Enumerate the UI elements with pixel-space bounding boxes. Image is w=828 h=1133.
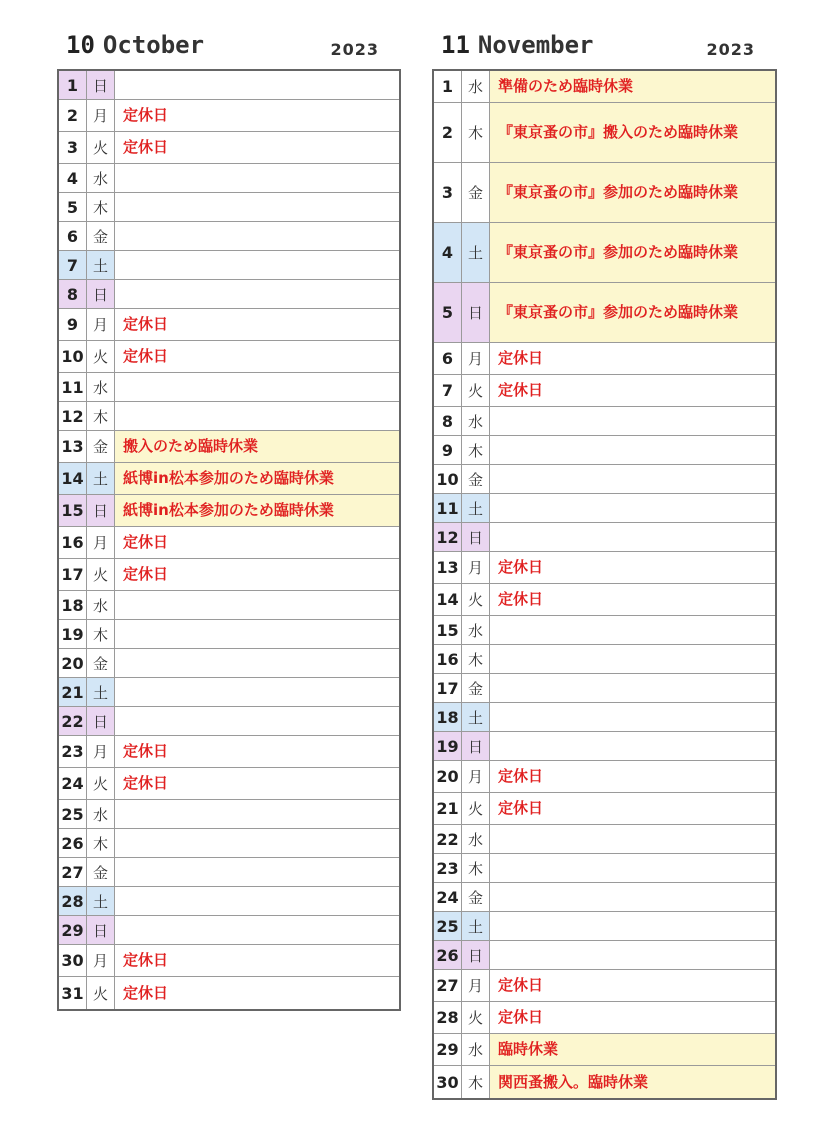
calendar-row <box>434 1002 775 1034</box>
weekday-label: 日 <box>87 495 115 526</box>
year-label: 2023 <box>706 40 755 59</box>
day-number: 9 <box>434 436 462 464</box>
month-name: November <box>477 31 594 59</box>
month-header <box>432 30 773 70</box>
day-note <box>115 649 399 677</box>
calendar-row <box>434 703 775 732</box>
day-note <box>115 858 399 886</box>
calendar-row <box>434 375 775 407</box>
day-number: 18 <box>59 591 87 619</box>
calendar-row <box>434 71 775 103</box>
day-note: 定休日 <box>498 349 544 367</box>
weekday-label: 火 <box>462 793 490 824</box>
weekday-label: 金 <box>87 222 115 250</box>
calendar-row <box>59 800 399 829</box>
calendar-row <box>434 1034 775 1066</box>
calendar-row <box>434 523 775 552</box>
day-note: 『東京蚤の市』参加のため臨時休業 <box>490 163 775 222</box>
weekday-label: 火 <box>87 977 115 1009</box>
calendar-row <box>59 251 399 280</box>
day-number: 30 <box>434 1066 462 1098</box>
day-note: 関西蚤搬入。臨時休業 <box>490 1066 775 1098</box>
day-number: 12 <box>59 402 87 430</box>
day-note <box>490 941 775 969</box>
day-number: 21 <box>59 678 87 706</box>
weekday-label: 日 <box>462 941 490 969</box>
day-number: 4 <box>59 164 87 192</box>
day-note <box>115 164 399 192</box>
day-note <box>115 193 399 221</box>
calendar-row <box>59 402 399 431</box>
day-number: 21 <box>434 793 462 824</box>
calendar-row <box>59 945 399 977</box>
day-note <box>490 912 775 940</box>
day-note <box>490 436 775 464</box>
weekday-label: 土 <box>87 887 115 915</box>
calendar-row <box>59 591 399 620</box>
calendar-row <box>59 527 399 559</box>
calendar-row <box>59 829 399 858</box>
day-note <box>115 591 399 619</box>
day-number: 8 <box>59 280 87 308</box>
calendar-row <box>59 858 399 887</box>
day-note <box>490 825 775 853</box>
weekday-label: 木 <box>87 402 115 430</box>
weekday-label: 月 <box>87 100 115 131</box>
day-number: 23 <box>434 854 462 882</box>
month-number: 10 <box>66 31 95 59</box>
day-number: 10 <box>434 465 462 493</box>
day-note <box>490 465 775 493</box>
calendar-row <box>59 280 399 309</box>
weekday-label: 土 <box>462 912 490 940</box>
calendar-row <box>59 373 399 402</box>
calendar-row <box>434 1066 775 1098</box>
day-note <box>115 887 399 915</box>
day-note: 定休日 <box>123 983 169 1002</box>
day-note: 定休日 <box>498 1008 544 1026</box>
calendar-row <box>434 343 775 375</box>
weekday-label: 土 <box>462 703 490 731</box>
weekday-label: 金 <box>462 883 490 911</box>
year-label: 2023 <box>330 40 379 59</box>
calendar-row <box>434 854 775 883</box>
weekday-label: 月 <box>87 945 115 976</box>
day-number: 18 <box>434 703 462 731</box>
calendar-row <box>59 132 399 164</box>
day-number: 22 <box>59 707 87 735</box>
day-note <box>490 616 775 644</box>
day-number: 7 <box>434 375 462 406</box>
day-note: 準備のため臨時休業 <box>490 71 775 102</box>
month-name: October <box>102 31 205 59</box>
weekday-label: 火 <box>87 132 115 163</box>
day-note <box>490 732 775 760</box>
calendar-row <box>434 761 775 793</box>
weekday-label: 木 <box>87 193 115 221</box>
day-note: 『東京蚤の市』参加のため臨時休業 <box>490 223 775 282</box>
weekday-label: 金 <box>87 649 115 677</box>
weekday-label: 日 <box>87 71 115 99</box>
calendar-row <box>59 100 399 132</box>
calendar-row <box>59 71 399 100</box>
calendar-row <box>59 707 399 736</box>
day-number: 5 <box>434 283 462 342</box>
weekday-label: 水 <box>462 825 490 853</box>
weekday-label: 水 <box>87 373 115 401</box>
day-number: 28 <box>434 1002 462 1033</box>
weekday-label: 水 <box>87 164 115 192</box>
calendar-row <box>434 283 775 343</box>
day-number: 26 <box>59 829 87 857</box>
calendar-row <box>434 584 775 616</box>
weekday-label: 火 <box>462 1002 490 1033</box>
month-header <box>57 30 397 70</box>
day-number: 6 <box>434 343 462 374</box>
calendar-row <box>59 309 399 341</box>
weekday-label: 土 <box>87 251 115 279</box>
day-note <box>115 916 399 944</box>
weekday-label: 水 <box>87 800 115 828</box>
day-number: 15 <box>59 495 87 526</box>
day-note: 臨時休業 <box>490 1034 775 1065</box>
day-number: 11 <box>434 494 462 522</box>
day-note: 定休日 <box>123 565 169 583</box>
day-number: 22 <box>434 825 462 853</box>
day-note <box>115 251 399 279</box>
weekday-label: 日 <box>87 707 115 735</box>
day-number: 1 <box>434 71 462 102</box>
day-number: 2 <box>59 100 87 131</box>
day-number: 17 <box>59 559 87 590</box>
day-note <box>115 800 399 828</box>
day-note: 定休日 <box>123 774 169 792</box>
day-number: 1 <box>59 71 87 99</box>
day-note: 『東京蚤の市』参加のため臨時休業 <box>490 283 775 342</box>
day-note: 定休日 <box>123 315 169 333</box>
day-number: 25 <box>434 912 462 940</box>
weekday-label: 土 <box>87 678 115 706</box>
calendar-row <box>434 970 775 1002</box>
weekday-label: 木 <box>462 854 490 882</box>
day-note <box>490 883 775 911</box>
weekday-label: 月 <box>462 761 490 792</box>
day-number: 23 <box>59 736 87 767</box>
day-number: 24 <box>434 883 462 911</box>
day-note <box>490 494 775 522</box>
day-number: 19 <box>59 620 87 648</box>
day-note: 搬入のため臨時休業 <box>115 431 399 462</box>
calendar-row <box>59 559 399 591</box>
day-number: 29 <box>59 916 87 944</box>
calendar-row <box>59 768 399 800</box>
calendar-row <box>434 103 775 163</box>
day-note <box>490 523 775 551</box>
day-number: 6 <box>59 222 87 250</box>
day-number: 20 <box>434 761 462 792</box>
day-number: 13 <box>434 552 462 583</box>
day-number: 27 <box>59 858 87 886</box>
calendar-row <box>434 552 775 584</box>
weekday-label: 金 <box>87 431 115 462</box>
weekday-label: 月 <box>87 736 115 767</box>
day-note <box>490 407 775 435</box>
weekday-label: 金 <box>87 858 115 886</box>
day-note <box>115 707 399 735</box>
day-note: 『東京蚤の市』搬入のため臨時休業 <box>490 103 775 162</box>
day-number: 9 <box>59 309 87 340</box>
day-number: 14 <box>59 463 87 494</box>
weekday-label: 火 <box>87 768 115 799</box>
weekday-label: 火 <box>462 375 490 406</box>
weekday-label: 火 <box>87 341 115 372</box>
day-note: 定休日 <box>498 976 544 994</box>
calendar-row <box>434 223 775 283</box>
day-note: 定休日 <box>123 347 169 365</box>
calendar-row <box>59 222 399 251</box>
weekday-label: 木 <box>462 645 490 673</box>
weekday-label: 水 <box>462 407 490 435</box>
day-note <box>115 620 399 648</box>
calendar-grid <box>432 69 777 1100</box>
day-note: 定休日 <box>123 951 169 969</box>
day-note: 定休日 <box>498 767 544 785</box>
day-number: 27 <box>434 970 462 1001</box>
day-note: 紙博in松本参加のため臨時休業 <box>115 495 399 526</box>
calendar-row <box>59 431 399 463</box>
weekday-label: 木 <box>462 103 490 162</box>
calendar-row <box>59 977 399 1009</box>
weekday-label: 日 <box>87 280 115 308</box>
day-number: 17 <box>434 674 462 702</box>
weekday-label: 金 <box>462 674 490 702</box>
weekday-label: 日 <box>87 916 115 944</box>
day-note <box>115 222 399 250</box>
weekday-label: 日 <box>462 523 490 551</box>
weekday-label: 木 <box>462 436 490 464</box>
weekday-label: 木 <box>87 829 115 857</box>
weekday-label: 水 <box>462 1034 490 1065</box>
weekday-label: 日 <box>462 283 490 342</box>
day-note <box>115 402 399 430</box>
day-note <box>490 645 775 673</box>
day-note <box>115 678 399 706</box>
day-note: 定休日 <box>498 590 544 608</box>
calendar-row <box>434 941 775 970</box>
day-number: 8 <box>434 407 462 435</box>
calendar-row <box>434 825 775 854</box>
weekday-label: 月 <box>462 970 490 1001</box>
day-number: 30 <box>59 945 87 976</box>
day-number: 19 <box>434 732 462 760</box>
weekday-label: 土 <box>87 463 115 494</box>
calendar-grid <box>57 69 401 1011</box>
calendar-row <box>434 436 775 465</box>
day-note <box>490 703 775 731</box>
calendar-row <box>434 732 775 761</box>
day-number: 28 <box>59 887 87 915</box>
day-note: 紙博in松本参加のため臨時休業 <box>115 463 399 494</box>
calendar-row <box>434 616 775 645</box>
day-number: 4 <box>434 223 462 282</box>
calendar-row <box>434 465 775 494</box>
weekday-label: 月 <box>87 527 115 558</box>
day-note: 定休日 <box>498 381 544 399</box>
calendar-row <box>434 494 775 523</box>
day-number: 29 <box>434 1034 462 1065</box>
calendar-row <box>59 649 399 678</box>
day-number: 3 <box>59 132 87 163</box>
calendar-row <box>59 341 399 373</box>
weekday-label: 火 <box>462 584 490 615</box>
day-number: 3 <box>434 163 462 222</box>
day-number: 24 <box>59 768 87 799</box>
day-note: 定休日 <box>498 558 544 576</box>
day-number: 13 <box>59 431 87 462</box>
weekday-label: 月 <box>87 309 115 340</box>
calendar-row <box>59 736 399 768</box>
day-note: 定休日 <box>123 742 169 760</box>
day-note: 定休日 <box>123 106 169 124</box>
weekday-label: 月 <box>462 552 490 583</box>
day-number: 11 <box>59 373 87 401</box>
day-note <box>115 373 399 401</box>
calendar-row <box>434 674 775 703</box>
day-note <box>490 674 775 702</box>
day-number: 20 <box>59 649 87 677</box>
calendar-row <box>434 645 775 674</box>
weekday-label: 火 <box>87 559 115 590</box>
calendar-row <box>59 678 399 707</box>
month-number: 11 <box>441 31 470 59</box>
day-number: 10 <box>59 341 87 372</box>
calendar-row <box>434 883 775 912</box>
weekday-label: 水 <box>462 71 490 102</box>
day-note <box>115 280 399 308</box>
weekday-label: 水 <box>87 591 115 619</box>
day-note: 定休日 <box>123 533 169 551</box>
calendar-row <box>434 912 775 941</box>
weekday-label: 水 <box>462 616 490 644</box>
weekday-label: 金 <box>462 465 490 493</box>
calendar-row <box>59 164 399 193</box>
day-number: 31 <box>59 977 87 1009</box>
calendar-row <box>59 193 399 222</box>
calendar-row <box>59 620 399 649</box>
day-note: 定休日 <box>123 138 169 156</box>
day-number: 7 <box>59 251 87 279</box>
weekday-label: 木 <box>462 1066 490 1098</box>
calendar-row <box>59 916 399 945</box>
day-number: 14 <box>434 584 462 615</box>
calendar-row <box>434 793 775 825</box>
day-number: 2 <box>434 103 462 162</box>
day-note <box>115 829 399 857</box>
day-note <box>115 71 399 99</box>
calendar-row <box>59 463 399 495</box>
day-note: 定休日 <box>498 799 544 817</box>
weekday-label: 金 <box>462 163 490 222</box>
weekday-label: 土 <box>462 223 490 282</box>
calendar-row <box>434 407 775 436</box>
day-number: 5 <box>59 193 87 221</box>
day-note <box>490 854 775 882</box>
day-number: 25 <box>59 800 87 828</box>
day-number: 26 <box>434 941 462 969</box>
day-number: 16 <box>434 645 462 673</box>
weekday-label: 木 <box>87 620 115 648</box>
weekday-label: 日 <box>462 732 490 760</box>
calendar-row <box>434 163 775 223</box>
day-number: 12 <box>434 523 462 551</box>
weekday-label: 土 <box>462 494 490 522</box>
calendar-row <box>59 887 399 916</box>
day-number: 15 <box>434 616 462 644</box>
weekday-label: 月 <box>462 343 490 374</box>
day-number: 16 <box>59 527 87 558</box>
calendar-row <box>59 495 399 527</box>
